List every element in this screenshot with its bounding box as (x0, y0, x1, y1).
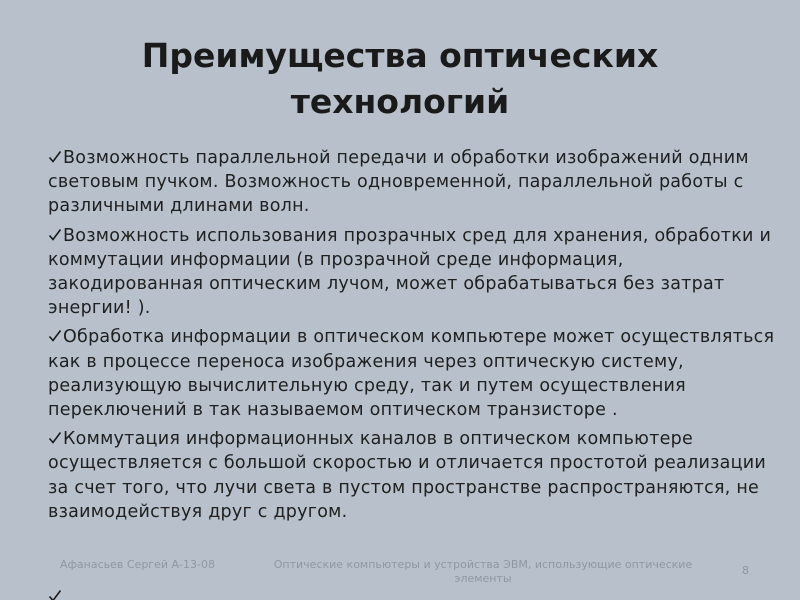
bullet-text: Обработка информации в оптическом компьютере может осуществляться как в процессе переноса изображения через оптическую систему, реализующую вычислительную среду, так и путем осуществления переключений в так называемом оптическом транзисторе . (48, 327, 775, 421)
checkmark-icon (48, 228, 62, 242)
bullet-list (48, 146, 783, 529)
bullet-item-3 (48, 325, 783, 422)
footer-topic: Оптические компьютеры и устройства ЭВМ, использующие оптические элементы (273, 558, 693, 585)
slide-title-line-1: Преимущества оптических (141, 36, 659, 75)
bullet-item-2 (48, 224, 783, 321)
bullet-text: Коммутация информационных каналов в оптическом компьютере осуществляется с большой скоростью и отличается простотой реализации за счет того, что лучи света в пустом пространстве распространяются, не взаимодействуя друг с другом. (48, 429, 767, 522)
checkmark-icon (48, 588, 62, 600)
page-number: 8 (742, 564, 749, 577)
slide-title (0, 33, 800, 125)
checkmark-icon (48, 431, 62, 445)
checkmark-icon (48, 329, 62, 343)
checkmark-icon (48, 150, 62, 164)
bullet-text: Возможность использования прозрачных сред для хранения, обработки и коммутации информации (в прозрачной среде информация, закодированная оптическим лучом, может обрабатываться без затрат энергии! ). (48, 225, 772, 319)
slide-footer (0, 556, 800, 590)
slide-title-line-2: технологий (290, 82, 510, 121)
bullet-item-4 (48, 427, 783, 524)
bullet-item-1 (48, 146, 783, 219)
bullet-text: Возможность параллельной передачи и обработки изображений одним световым пучком. Возможность одновременной, параллельной работы с различными длинами волн. (48, 148, 749, 217)
footer-author: Афанасьев Сергей А-13-08 (60, 558, 215, 571)
